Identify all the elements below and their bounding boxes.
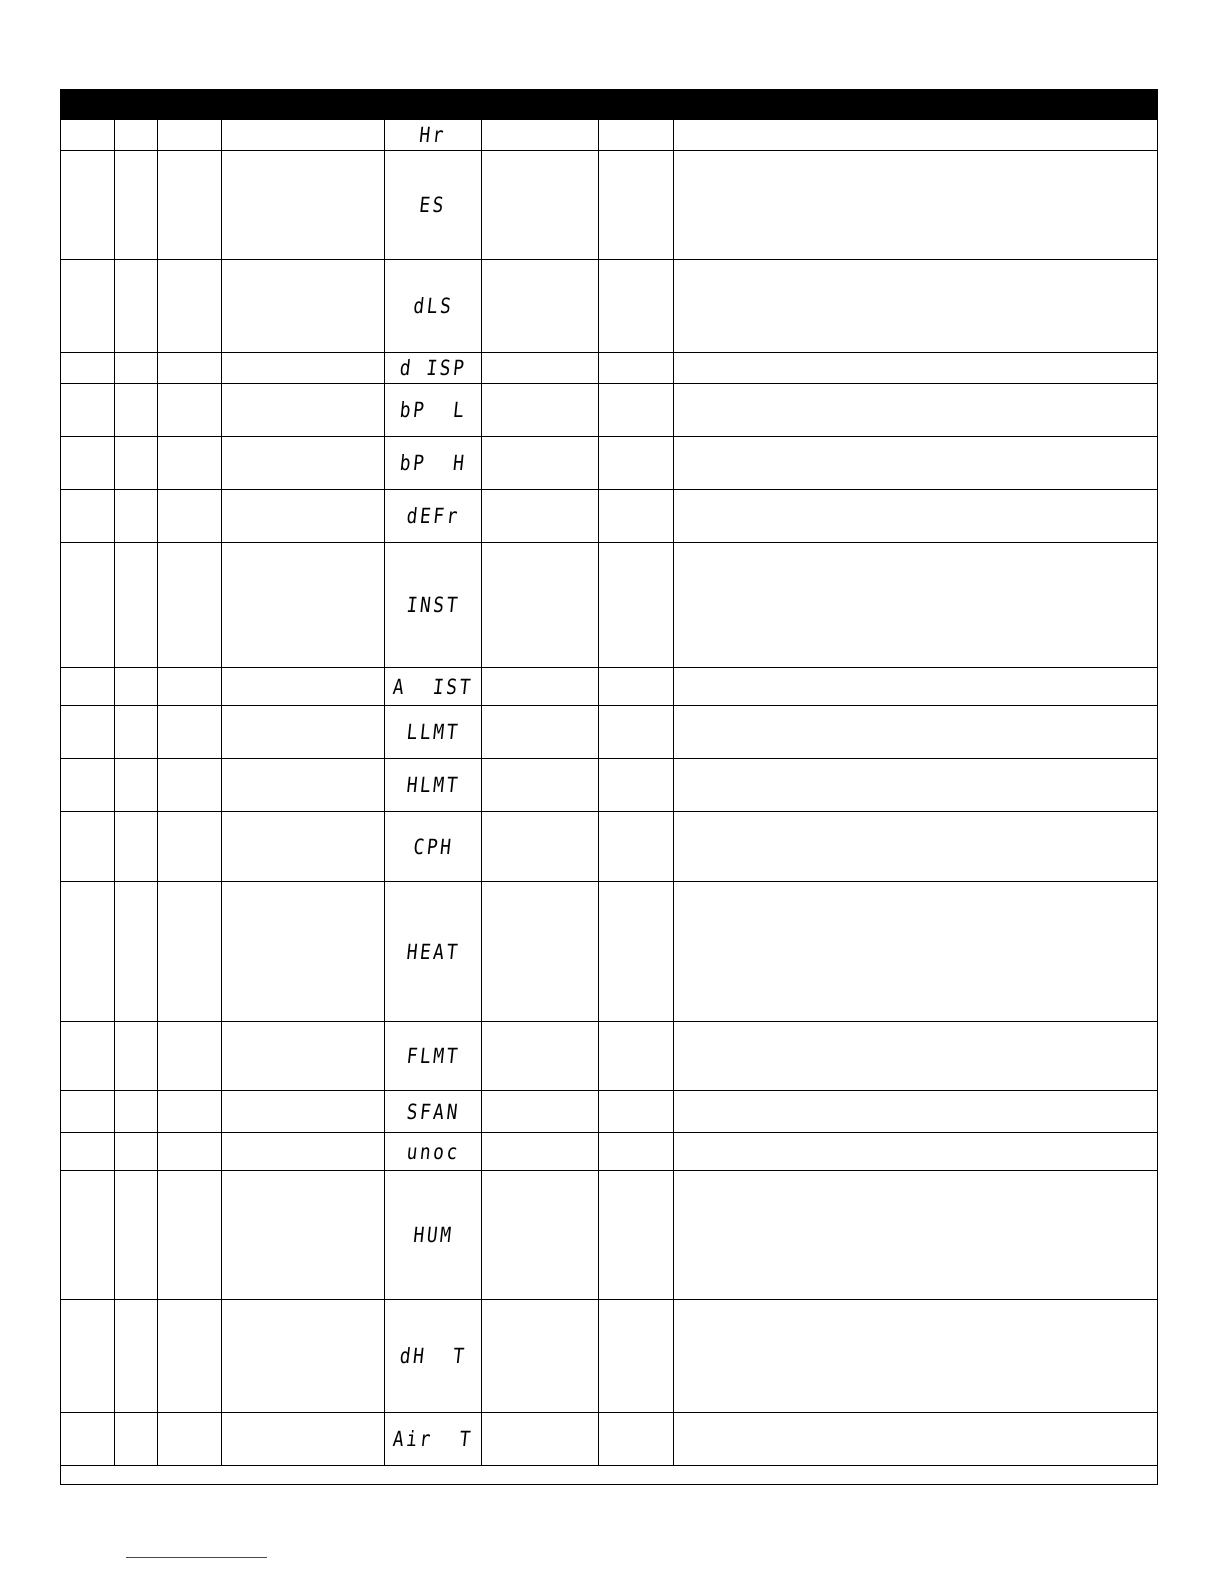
table-cell <box>61 353 115 383</box>
table-row <box>61 151 1157 260</box>
table-cell <box>674 120 1157 150</box>
table-cell <box>482 882 599 1021</box>
table-cell <box>158 759 222 811</box>
display-code-cell <box>385 1091 482 1132</box>
table-cell <box>599 353 674 383</box>
table-cell <box>115 1133 158 1170</box>
display-code: bP H <box>398 451 468 475</box>
table-cell <box>61 1133 115 1170</box>
table-cell <box>115 759 158 811</box>
display-code: Air T <box>391 1427 475 1451</box>
display-code-cell <box>385 812 482 881</box>
table-cell <box>158 1022 222 1090</box>
table-cell <box>599 1022 674 1090</box>
table-cell <box>222 882 385 1021</box>
display-code-cell <box>385 1171 482 1299</box>
table-cell <box>222 1171 385 1299</box>
table-cell <box>482 706 599 758</box>
display-code: HEAT <box>405 939 461 964</box>
table-cell <box>222 490 385 542</box>
table-cell <box>674 812 1157 881</box>
table-cell <box>674 353 1157 383</box>
display-code-cell <box>385 1300 482 1412</box>
table-cell <box>599 1300 674 1412</box>
display-code-cell <box>385 120 482 150</box>
table-row <box>61 882 1157 1022</box>
table-cell <box>674 882 1157 1021</box>
table-cell <box>61 812 115 881</box>
table-cell <box>222 1300 385 1412</box>
table-cell <box>158 437 222 489</box>
table-cell <box>222 120 385 150</box>
table-cell <box>158 668 222 705</box>
table-cell <box>115 353 158 383</box>
table-row <box>61 706 1157 759</box>
display-code: d ISP <box>398 356 468 380</box>
table-cell <box>158 1091 222 1132</box>
parameter-table <box>60 89 1158 1485</box>
table-cell <box>482 759 599 811</box>
table-cell <box>482 384 599 436</box>
display-code-cell <box>385 437 482 489</box>
table-cell <box>115 1171 158 1299</box>
table-cell <box>482 490 599 542</box>
table-cell <box>61 120 115 150</box>
table-cell <box>158 151 222 259</box>
display-code-cell <box>385 706 482 758</box>
table-cell <box>674 668 1157 705</box>
table-cell <box>158 490 222 542</box>
display-code-cell <box>385 543 482 667</box>
display-code: CPH <box>411 834 455 859</box>
table-cell <box>158 1413 222 1465</box>
table-header-bar <box>61 90 1157 120</box>
table-cell <box>222 1133 385 1170</box>
display-code: dH T <box>398 1344 468 1368</box>
display-code: dEFr <box>405 504 461 528</box>
table-cell <box>482 120 599 150</box>
table-cell <box>599 1413 674 1465</box>
table-cell <box>482 1133 599 1170</box>
table-row <box>61 812 1157 882</box>
table-row <box>61 490 1157 543</box>
display-code-cell <box>385 1022 482 1090</box>
table-cell <box>222 260 385 352</box>
table-cell <box>158 812 222 881</box>
table-cell <box>599 151 674 259</box>
display-code: unoc <box>405 1139 461 1164</box>
table-cell <box>61 882 115 1021</box>
table-cell <box>158 543 222 667</box>
table-cell <box>482 1171 599 1299</box>
table-cell <box>482 1413 599 1465</box>
table-cell <box>674 759 1157 811</box>
table-row <box>61 668 1157 706</box>
table-cell <box>599 706 674 758</box>
table-cell <box>115 543 158 667</box>
table-cell <box>61 1413 115 1465</box>
table-cell <box>482 1022 599 1090</box>
display-code: LLMT <box>405 720 461 744</box>
table-cell <box>115 151 158 259</box>
table-cell <box>222 543 385 667</box>
table-cell <box>482 812 599 881</box>
table-row <box>61 1300 1157 1413</box>
table-row <box>61 1133 1157 1171</box>
display-code-cell <box>385 1133 482 1170</box>
table-cell <box>222 668 385 705</box>
table-cell <box>674 1022 1157 1090</box>
table-cell <box>599 543 674 667</box>
table-cell <box>115 437 158 489</box>
table-cell <box>674 260 1157 352</box>
table-cell <box>599 120 674 150</box>
table-cell <box>222 151 385 259</box>
table-row <box>61 1022 1157 1091</box>
table-cell <box>482 543 599 667</box>
table-cell <box>158 1300 222 1412</box>
table-cell <box>222 353 385 383</box>
table-cell <box>222 1091 385 1132</box>
table-row <box>61 543 1157 668</box>
table-cell <box>115 1413 158 1465</box>
table-cell <box>61 490 115 542</box>
table-cell <box>599 1091 674 1132</box>
table-cell <box>674 151 1157 259</box>
table-cell <box>599 384 674 436</box>
table-cell <box>115 260 158 352</box>
table-row <box>61 1091 1157 1133</box>
table-cell <box>482 1300 599 1412</box>
display-code-cell <box>385 353 482 383</box>
table-cell <box>482 437 599 489</box>
display-code-cell <box>385 490 482 542</box>
table-cell <box>482 353 599 383</box>
display-code: A IST <box>391 674 475 699</box>
table-cell <box>599 812 674 881</box>
table-cell <box>115 1300 158 1412</box>
table-cell <box>61 706 115 758</box>
table-cell <box>674 490 1157 542</box>
table-cell <box>482 151 599 259</box>
display-code: HUM <box>411 1223 455 1247</box>
table-cell <box>674 1133 1157 1170</box>
table-cell <box>599 882 674 1021</box>
table-cell <box>61 437 115 489</box>
display-code-cell <box>385 759 482 811</box>
table-cell <box>599 437 674 489</box>
table-cell <box>61 384 115 436</box>
table-cell <box>599 260 674 352</box>
table-cell <box>222 706 385 758</box>
table-cell <box>482 668 599 705</box>
table-cell <box>115 706 158 758</box>
display-code-cell <box>385 668 482 705</box>
display-code: INST <box>405 593 461 617</box>
table-cell <box>61 668 115 705</box>
table-cell <box>674 1300 1157 1412</box>
table-cell <box>158 706 222 758</box>
table-cell <box>599 1133 674 1170</box>
table-cell <box>61 1300 115 1412</box>
table-cell <box>61 759 115 811</box>
table-cell <box>674 384 1157 436</box>
table-cell <box>158 1133 222 1170</box>
table-cell <box>599 759 674 811</box>
table-cell <box>61 1091 115 1132</box>
table-cell <box>61 260 115 352</box>
display-code-cell <box>385 882 482 1021</box>
table-cell <box>222 1022 385 1090</box>
display-code-cell <box>385 260 482 352</box>
table-cell <box>158 353 222 383</box>
table-cell <box>115 384 158 436</box>
table-cell <box>222 437 385 489</box>
table-cell <box>115 490 158 542</box>
display-code-cell <box>385 151 482 259</box>
table-cell <box>158 384 222 436</box>
table-cell <box>115 812 158 881</box>
table-row <box>61 120 1157 151</box>
table-cell <box>115 1091 158 1132</box>
table-row <box>61 260 1157 353</box>
table-cell <box>115 120 158 150</box>
table-cell <box>158 260 222 352</box>
table-row <box>61 353 1157 384</box>
table-cell <box>158 882 222 1021</box>
table-cell <box>674 1413 1157 1465</box>
display-code: SFAN <box>405 1099 461 1124</box>
display-code-cell <box>385 384 482 436</box>
table-cell <box>674 1091 1157 1132</box>
table-cell <box>674 706 1157 758</box>
table-cell <box>61 1171 115 1299</box>
table-cell <box>222 759 385 811</box>
display-code: bP L <box>398 398 468 422</box>
display-code: FLMT <box>405 1044 461 1068</box>
table-cell <box>115 668 158 705</box>
table-cell <box>482 260 599 352</box>
table-cell <box>482 1091 599 1132</box>
table-cell <box>115 1022 158 1090</box>
table-cell <box>674 543 1157 667</box>
table-row <box>61 1171 1157 1300</box>
table-cell <box>158 120 222 150</box>
table-body <box>61 120 1157 1466</box>
display-code: HLMT <box>405 773 461 797</box>
table-cell <box>158 1171 222 1299</box>
display-code: ES <box>418 193 448 217</box>
table-row <box>61 759 1157 812</box>
table-cell <box>61 1022 115 1090</box>
table-cell <box>115 882 158 1021</box>
table-cell <box>674 437 1157 489</box>
table-row <box>61 1413 1157 1466</box>
table-cell <box>674 1171 1157 1299</box>
table-cell <box>599 668 674 705</box>
table-cell <box>599 490 674 542</box>
table-cell <box>222 384 385 436</box>
table-cell <box>599 1171 674 1299</box>
table-cell <box>61 151 115 259</box>
table-row <box>61 437 1157 490</box>
table-cell <box>61 543 115 667</box>
table-row <box>61 384 1157 437</box>
display-code-cell <box>385 1413 482 1465</box>
table-cell <box>222 1413 385 1465</box>
footer-link-underline[interactable] <box>126 1557 267 1558</box>
display-code: Hr <box>418 123 448 147</box>
display-code: dLS <box>411 294 455 318</box>
table-cell <box>222 812 385 881</box>
